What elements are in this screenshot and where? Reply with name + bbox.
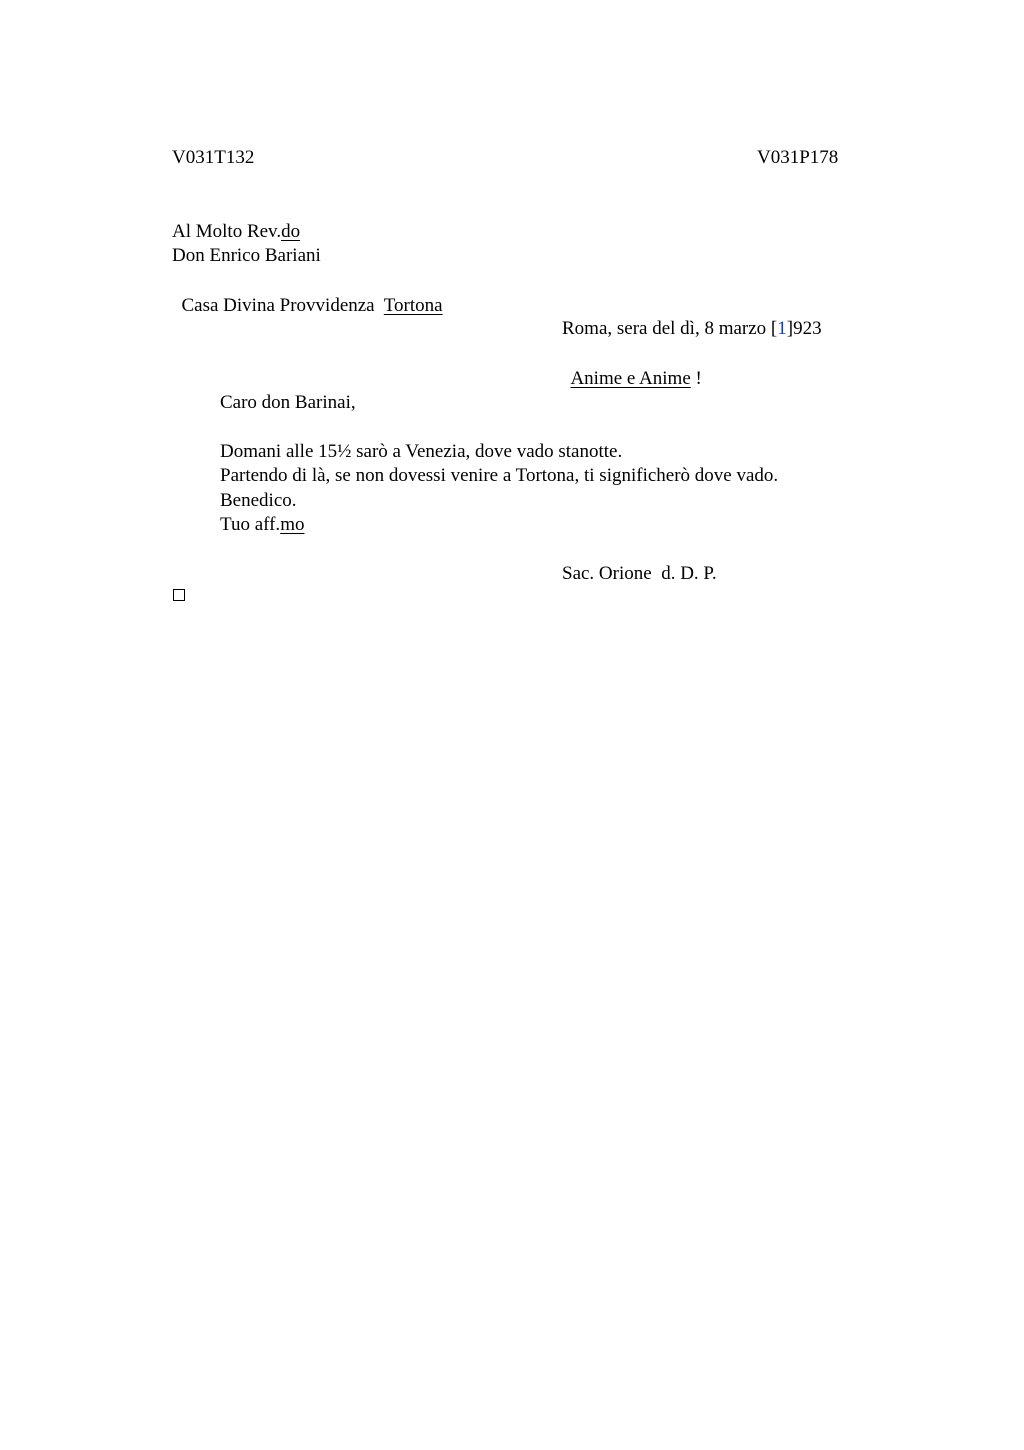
document-code-left: V031T132 xyxy=(172,147,255,168)
address-line-3 xyxy=(172,269,443,318)
body-line-1: Domani alle 15½ sarò a Venezia, dove vado stanotte. xyxy=(220,441,623,462)
body-line-3: Benedico. xyxy=(220,490,297,511)
motto-text: Anime e Anime xyxy=(570,367,691,389)
address-line-2: Don Enrico Bariani xyxy=(172,245,321,266)
address-institution: Casa Divina Provvidenza xyxy=(181,294,384,316)
salutation: Caro don Barinai, xyxy=(220,392,356,413)
dateline-prefix: Roma, sera del dì, 8 marzo [ xyxy=(562,318,778,339)
closing-abbrev: mo xyxy=(280,514,305,535)
motto xyxy=(562,342,702,391)
address-title-abbrev: do xyxy=(281,221,301,242)
checkbox-square-icon xyxy=(173,589,185,601)
motto-exclamation: ! xyxy=(690,367,702,389)
dateline-editorial-digit: 1 xyxy=(777,318,787,339)
dateline-suffix: ]923 xyxy=(786,318,822,339)
signature: Sac. Orione d. D. P. xyxy=(562,563,717,584)
address-title: Al Molto Rev. xyxy=(172,221,282,242)
address-line-1 xyxy=(172,220,300,245)
body-line-2: Partendo di là, se non dovessi venire a Tortona, ti significherò dove vado. xyxy=(220,465,779,486)
dateline xyxy=(562,317,822,342)
document-code-right: V031P178 xyxy=(757,147,839,168)
closing-prefix: Tuo aff. xyxy=(220,514,281,535)
address-city: Tortona xyxy=(383,294,443,316)
closing xyxy=(220,513,304,538)
